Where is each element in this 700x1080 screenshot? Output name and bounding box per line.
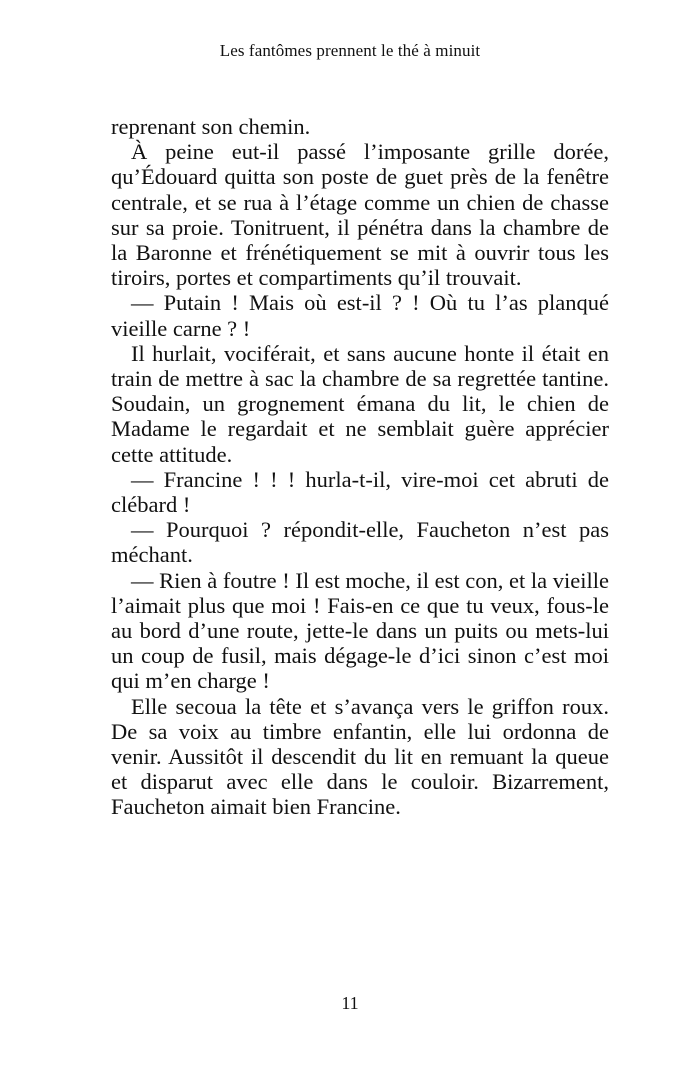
paragraph: À peine eut-il passé l’imposante grille dorée, qu’Édouard quitta son poste de guet près de la fenêtre centrale, et se rua à l’étage comme un chien de chasse sur sa proie. Tonitruent, il pénétra dans la chambre de la Baronne et frénétiquement se mit à ouvrir tous les tiroirs, portes et compartiments qu’il trouvait. bbox=[111, 139, 609, 291]
paragraph: Il hurlait, vociférait, et sans aucune honte il était en train de mettre à sac la chambre de sa regrettée tantine. Soudain, un grognement émana du lit, le chien de Madame le regardait et ne semblait guère apprécier cette attitude. bbox=[111, 340, 609, 467]
paragraph: — Putain ! Mais où est-il ? ! Où tu l’as planqué vieille carne ? ! bbox=[111, 290, 609, 341]
paragraph: — Francine ! ! ! hurla-t-il, vire-moi cet abruti de clébard ! bbox=[111, 466, 609, 518]
paragraph: Elle secoua la tête et s’avança vers le griffon roux. De sa voix au timbre enfantin, elle lui ordonna de venir. Aussitôt il descendit du lit en remuant la queue et disparut avec elle dans le couloir. Bizarrement, Faucheton aimait bien Francine. bbox=[111, 693, 609, 820]
page-number: 11 bbox=[341, 993, 359, 1013]
body-text bbox=[111, 114, 609, 820]
paragraph: — Rien à foutre ! Il est moche, il est con, et la vieille l’aimait plus que moi ! Fais-en ce que tu veux, fous-le au bord d’une route, jette-le dans un puits ou mets-lui un coup de fusil, mais dégage-le d’ici sinon c’est moi qui m’en charge ! bbox=[111, 567, 609, 694]
paragraph: reprenant son chemin. bbox=[111, 114, 311, 139]
paragraph: — Pourquoi ? répondit-elle, Faucheton n’est pas méchant. bbox=[111, 517, 609, 568]
running-header: Les fantômes prennent le thé à minuit bbox=[219, 41, 481, 60]
